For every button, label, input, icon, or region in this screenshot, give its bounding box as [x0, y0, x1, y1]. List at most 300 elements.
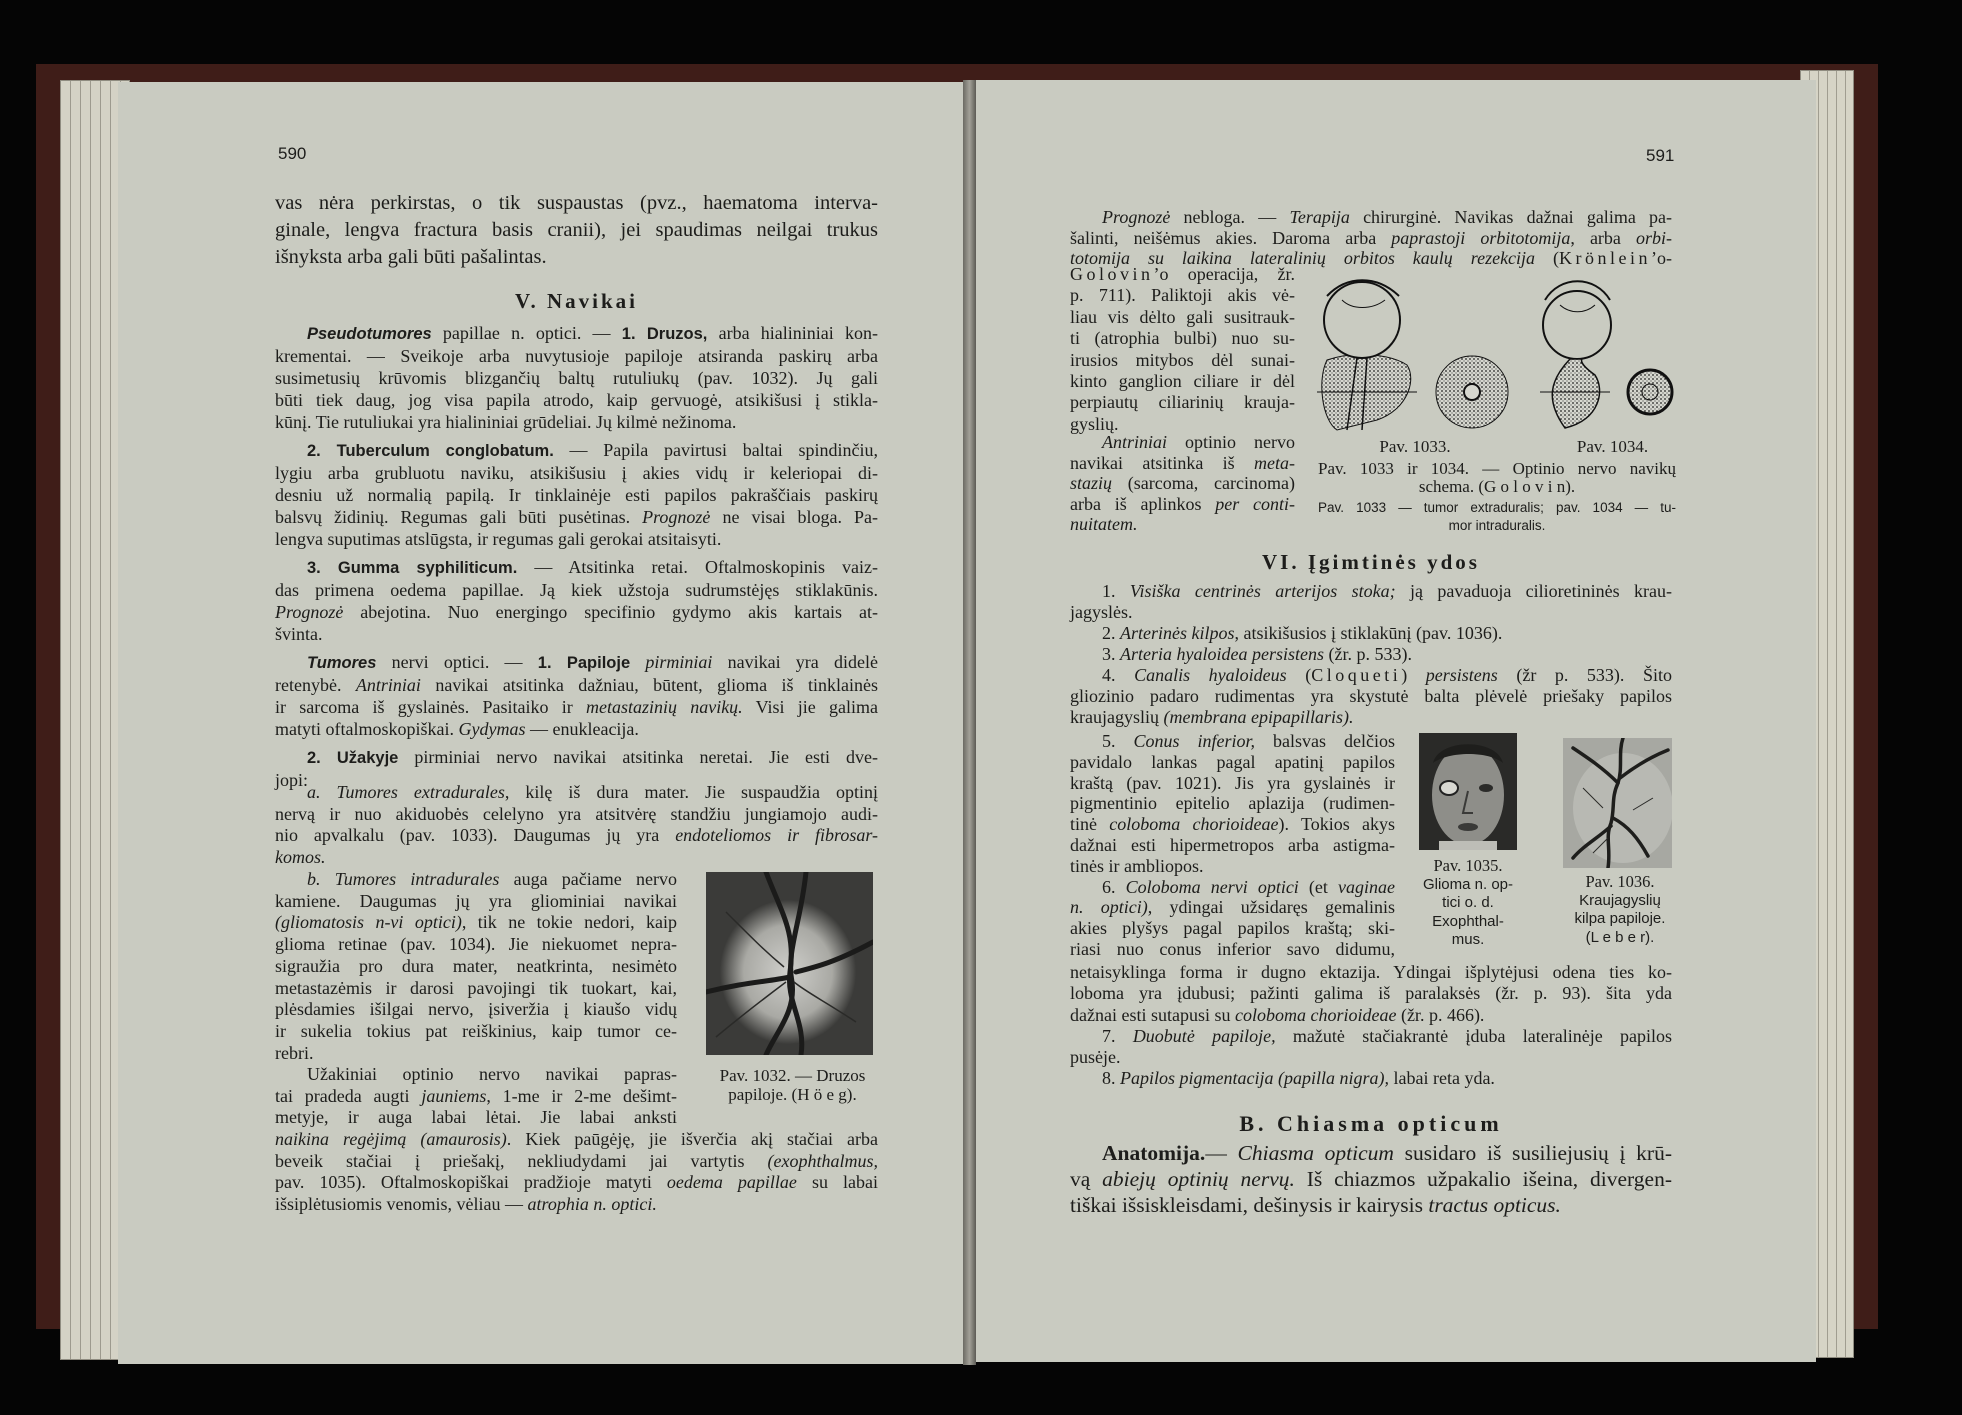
- text-run: pirminiai: [645, 652, 713, 672]
- text-run: per conti-: [1215, 493, 1295, 514]
- paragraph-uzakiniai: [275, 1064, 677, 1129]
- text-run: ): [1401, 665, 1426, 685]
- text-run: Chiasma opticum: [1237, 1141, 1394, 1165]
- paragraph: [1070, 207, 1672, 269]
- caption-line: Pav. 1036.: [1585, 872, 1655, 891]
- text-run: Anatomija.: [1102, 1141, 1206, 1165]
- text-run: kraštą (pav. 1021). Jis yra gyslainės ir: [1070, 772, 1395, 793]
- caption-line: Kraujagyslių: [1579, 891, 1661, 909]
- text-run: , atsikišusios į stiklakūnį (pav. 1036).: [1234, 623, 1503, 643]
- text-run: Arteria hyaloidea persistens: [1120, 644, 1324, 664]
- paragraph-antriniai: [1070, 432, 1295, 535]
- text-run: nervą ir nuo akiduobės celelyno yra atsitvėrę standžiu jungiamojo audi-: [275, 803, 878, 824]
- text-run: ). Tokios akys: [1278, 814, 1395, 835]
- text-line: [275, 1021, 677, 1043]
- text-line: [1070, 1005, 1672, 1026]
- paragraph-uzakiniai-cont: [275, 1129, 878, 1216]
- text-run: . Kiek paūgėję, jie išverčia akį stačiai arba: [506, 1129, 878, 1149]
- text-line: [275, 651, 878, 674]
- figure-1032-caption: [700, 1067, 885, 1104]
- text-run: chirurginė. Navikas dažnai galima pa-: [1349, 207, 1673, 227]
- text-line: [275, 674, 878, 696]
- text-run: navikai atsitinka iš: [1070, 452, 1255, 473]
- text-line: [275, 528, 878, 550]
- text-line: [275, 462, 878, 484]
- caption-line: Pav. 1033 — tumor extraduralis; pav. 1034 — tu-: [1318, 500, 1676, 515]
- text-run: (sarcoma, carcinoma): [1112, 473, 1295, 493]
- text-line: [275, 556, 878, 579]
- text-run: Tumores: [307, 654, 377, 672]
- text-run: išsiplėtusiomis venomis, vėliau —: [275, 1194, 528, 1215]
- figure-1034-eye-diagram: [1540, 270, 1675, 432]
- paragraph: [275, 1064, 677, 1129]
- text-run: (žr p. 533). Šito: [1497, 665, 1673, 685]
- caption-line: (L e b e r).: [1585, 928, 1655, 946]
- text-line: [1070, 228, 1672, 249]
- list-items-1-4: [1070, 581, 1672, 728]
- text-run: tai pradeda augti: [275, 1085, 422, 1106]
- text-run: ją pavaduoja cilioretininės krau-: [1395, 581, 1673, 601]
- text-run: Canalis hyaloideus: [1134, 665, 1287, 685]
- text-run: ’o-: [1651, 248, 1672, 268]
- section-heading-igimtines-ydos: VI. Įgimtinės ydos: [1262, 550, 1480, 574]
- caption-line: Exophthal-: [1432, 912, 1504, 930]
- text-run: (membrana epipapillaris).: [1163, 707, 1354, 727]
- text-run: liau vis dėlto gali susitrauk-: [1070, 306, 1295, 327]
- text-line: [275, 579, 878, 601]
- text-run: Gydymas: [458, 719, 526, 739]
- text-run: abejotina. Nuo energingo specifinio gydymo akis kartais at-: [343, 602, 878, 622]
- text-run: 6.: [1102, 876, 1126, 897]
- text-run: — Atsitinka retai. Oftalmoskopinis vaiz-: [517, 557, 878, 577]
- paragraph: [1070, 264, 1295, 435]
- text-line: [275, 322, 878, 345]
- paragraph: [275, 782, 878, 869]
- text-run: tinė: [1070, 814, 1110, 835]
- figure-1033-label: Pav. 1033.: [1379, 437, 1451, 456]
- text-line: [1070, 623, 1672, 644]
- text-run: jauniems: [421, 1085, 487, 1106]
- text-run: 1.: [1102, 581, 1130, 601]
- caption-line: Glioma n. op-: [1422, 875, 1514, 893]
- text-run: metastazėmis ir darosi pavojingi tik tuokart, kai,: [275, 977, 677, 998]
- text-run: Prognozė: [642, 507, 711, 527]
- text-line: [275, 956, 677, 978]
- text-run: , arba: [1570, 227, 1636, 248]
- text-line: [1070, 285, 1295, 306]
- page-number: 590: [278, 144, 307, 163]
- text-run: Cloqueti: [1311, 665, 1402, 685]
- paragraph: [1070, 581, 1672, 623]
- text-run: b. Tumores intradurales: [307, 869, 500, 889]
- text-run: navikai yra didelė: [712, 652, 878, 672]
- text-run: (žr. p. 466).: [1396, 1004, 1485, 1025]
- text-run: , 1-me ir 2-me dešimt-: [486, 1085, 677, 1106]
- text-line: [275, 1043, 677, 1065]
- page-number: 591: [1646, 146, 1675, 165]
- paragraph: [275, 322, 878, 433]
- text-run: Terapija: [1289, 207, 1350, 227]
- text-line: [275, 1107, 677, 1129]
- text-line: [275, 439, 878, 462]
- text-run: ir sukelia tokius pat reiškinius, kaip tumor ce-: [275, 1020, 677, 1041]
- text-line: [1070, 793, 1395, 814]
- text-line: [275, 411, 878, 433]
- text-line: [275, 244, 878, 271]
- caption-line: papiloje. (H ö e g).: [728, 1084, 857, 1104]
- text-run: glioma retinae (pav. 1034). Jie niekuomet nepra-: [275, 934, 677, 955]
- text-run: coloboma chorioideae: [1234, 1004, 1397, 1025]
- text-run: nervi optici. —: [376, 652, 538, 672]
- text-run: ne visai bloga. Pa-: [710, 507, 878, 527]
- text-line: [275, 1086, 677, 1108]
- paragraph: [1070, 665, 1672, 728]
- text-line: [1070, 962, 1672, 983]
- paragraph: [1070, 432, 1295, 535]
- text-run: susidaro iš susiliejusių į krū-: [1393, 1141, 1672, 1165]
- text-run: Prognozė: [275, 602, 344, 622]
- text-run: pusėje.: [1070, 1047, 1121, 1068]
- caption-line: mus.: [1451, 931, 1485, 948]
- text-line: [1070, 835, 1395, 856]
- text-run: kūnį. Tie rutuliukai yra hialininiai grūdeliai. Jų kilmė nežinoma.: [275, 412, 737, 432]
- text-run: lengva suputimas atslūgsta, ir regumas gali gerokai atsitaisyti.: [275, 529, 722, 549]
- text-line: [1070, 918, 1395, 939]
- text-run: —: [1205, 1141, 1238, 1165]
- text-run: dažnai esti hipermetropos arba astigma-: [1070, 834, 1395, 855]
- paragraph-extradurales: [275, 782, 878, 869]
- text-run: nebloga. —: [1170, 207, 1290, 227]
- text-line: [1070, 514, 1295, 535]
- text-line: [1070, 939, 1395, 960]
- paragraph: [275, 1129, 878, 1216]
- text-run: ir sarcoma iš gyslainės. Pasitaiko ir: [275, 697, 586, 717]
- text-run: meta-: [1254, 452, 1295, 473]
- caption-line: tici o. d.: [1442, 894, 1494, 911]
- text-run: šalinti, neišėmus akies. Daroma arba: [1070, 227, 1392, 248]
- text-run: papillae n. optici. —: [431, 323, 622, 343]
- text-line: [1070, 686, 1672, 707]
- paragraph: [275, 556, 878, 645]
- text-run: Visiška centrinės arterijos stoka;: [1129, 581, 1396, 601]
- text-run: perpiautų ciliarinių krauja-: [1070, 392, 1295, 413]
- text-line: [1070, 328, 1295, 349]
- text-run: 3.: [1102, 644, 1120, 664]
- text-run: kamiene. Daugumas jų yra gliominiai navikai: [275, 890, 677, 911]
- text-run: orbi-: [1636, 227, 1672, 248]
- text-run: metastazinių navikų.: [585, 697, 743, 717]
- text-run: 3. Gumma syphiliticum.: [307, 559, 518, 577]
- text-line: [1070, 371, 1295, 392]
- text-run: metyje, ir auga labai lėtai. Jie labai anksti: [275, 1107, 677, 1128]
- text-run: , kilę iš dura mater. Jie suspaudžia optinį: [504, 782, 878, 802]
- text-run: desniu už normalią papilą. Ir tinklainėje esti papilos pakraščiais paskirų: [275, 485, 878, 505]
- text-run: das primena oedema papillae. Ją kiek užstoja sudrumstėjęs stiklakūnis.: [275, 580, 878, 600]
- text-line: [275, 718, 878, 740]
- text-run: 2.: [1102, 623, 1120, 643]
- text-run: irusios mitybos dėl sunai-: [1070, 349, 1295, 370]
- text-run: tinės ir ambliopos.: [1070, 855, 1204, 876]
- text-line: [1070, 814, 1395, 835]
- text-line: [1070, 392, 1295, 413]
- text-run: susimetusių krūvomis blizgančių baltų rutuliukų (pav. 1032). Jų gali: [275, 368, 878, 388]
- text-line: [275, 891, 677, 913]
- text-line: [275, 1194, 878, 1216]
- caption-line: schema. (G o l o v i n).: [1418, 476, 1576, 496]
- text-line: [1070, 432, 1295, 453]
- text-run: labai reta yda.: [1388, 1068, 1495, 1089]
- paragraph: [1070, 623, 1672, 644]
- figure-1033-eye-diagram: [1317, 270, 1512, 432]
- text-line: [275, 484, 878, 506]
- text-run: Antriniai: [1102, 432, 1168, 452]
- list-items-6-8: [1070, 962, 1672, 1090]
- text-run: (et: [1298, 876, 1339, 897]
- text-run: coloboma chorioideae: [1109, 814, 1279, 835]
- text-line: [275, 804, 878, 826]
- text-run: pav. 1035). Oftalmoskopiškai pradžioje matyti: [275, 1172, 667, 1193]
- text-run: Arterinės kilpos: [1120, 623, 1235, 643]
- text-run: Visi jie galima: [742, 697, 879, 717]
- paragraph: [1070, 731, 1395, 877]
- text-run: 7.: [1102, 1025, 1133, 1046]
- text-run: 4.: [1102, 665, 1135, 685]
- text-run: nuitatem.: [1070, 514, 1138, 534]
- text-line: [1070, 665, 1672, 686]
- paragraph: [1070, 877, 1395, 960]
- text-run: matyti oftalmoskopiškai.: [275, 719, 459, 739]
- text-line: [275, 1172, 878, 1194]
- text-run: (: [1535, 248, 1560, 268]
- paragraphs-tumors: [275, 322, 878, 791]
- paragraph: [1070, 1026, 1672, 1069]
- text-run: (gliomatosis n-vi optici): [275, 912, 462, 933]
- text-run: loboma yra įdubusi; pažinti galima iš paralaksės (žr. p. 93). šita yda: [1070, 983, 1672, 1004]
- text-run: [630, 652, 645, 672]
- text-run: rebri.: [275, 1042, 314, 1063]
- text-run: gyslių.: [1070, 413, 1119, 434]
- text-line: [275, 506, 878, 528]
- text-line: [1070, 494, 1295, 515]
- text-run: Conus inferior,: [1133, 731, 1256, 751]
- text-line: [275, 367, 878, 389]
- text-line: [1070, 581, 1672, 602]
- text-line: [1070, 1140, 1672, 1166]
- text-run: tractus opticus.: [1428, 1193, 1561, 1217]
- paragraph-intro: [275, 190, 878, 271]
- text-line: [1070, 983, 1672, 1004]
- text-line: [1070, 1068, 1672, 1089]
- text-run: 8.: [1102, 1068, 1120, 1089]
- text-run: — Papila pavirtusi baltai spindinčiu,: [553, 440, 878, 460]
- text-run: a. Tumores extradurales: [307, 782, 505, 802]
- text-run: mažutė stačiakrantė įduba lateralinėje papilos: [1275, 1025, 1672, 1046]
- text-line: [275, 623, 878, 645]
- text-line: [1070, 264, 1295, 285]
- text-line: [275, 389, 878, 411]
- text-run: būti tiek daug, jog visa papila atrodo, kaip gervuogė, atsikišusi į stikla-: [275, 390, 878, 410]
- text-run: nio apvalkalu (pav. 1033). Daugumas jų yra: [275, 825, 676, 846]
- paragraph: [1070, 1068, 1672, 1089]
- text-line: [1070, 1166, 1672, 1192]
- text-run: Krönlein: [1559, 248, 1651, 268]
- text-run: akies plyšys pagal papilos kraštą; ski-: [1070, 918, 1395, 939]
- text-run: išnyksta arba gali būti pašalintas.: [275, 246, 547, 268]
- text-line: [275, 601, 878, 623]
- text-line: [275, 912, 677, 934]
- text-line: [275, 190, 878, 217]
- text-run: Užakiniai optinio nervo navikai papras-: [307, 1064, 677, 1084]
- text-run: dažnai esti sutapusi su: [1070, 1004, 1235, 1025]
- figure-1032-fundus-photo: [706, 872, 873, 1055]
- list-items-5-6: [1070, 731, 1395, 960]
- figure-1033-1034-caption: [1318, 460, 1676, 495]
- text-line: [1070, 453, 1295, 474]
- text-run: persistens: [1425, 665, 1498, 685]
- text-run: Golovin: [1070, 264, 1154, 284]
- text-run: p. 711). Paliktoji akis vė-: [1070, 285, 1295, 306]
- paragraph: [275, 190, 878, 271]
- text-run: vaginae: [1338, 876, 1395, 897]
- text-line: [275, 847, 878, 869]
- paragraph: [275, 439, 878, 550]
- text-run: riasi nuo conus inferior savo didumu,: [1070, 938, 1395, 959]
- text-run: retenybė.: [275, 675, 356, 695]
- text-run: , ydingai užsidaręs gemalinis: [1147, 897, 1395, 918]
- paragraph: [1070, 644, 1672, 665]
- text-run: sigraužia pro dura mater, neatkrinta, nesimėto: [275, 955, 677, 976]
- text-line: [1070, 752, 1395, 773]
- text-run: 2. Užakyje: [307, 749, 399, 767]
- text-line: [1070, 731, 1395, 752]
- text-run: lygiu arba grubluotu naviku, atsikišusiu į akies vidų ir keleriopai di-: [275, 463, 878, 483]
- text-line: [275, 696, 878, 718]
- text-run: (žr. p. 533).: [1323, 644, 1412, 664]
- text-line: [1070, 473, 1295, 494]
- text-run: optinio nervo: [1167, 432, 1295, 452]
- text-run: auga pačiame nervo: [499, 869, 677, 889]
- text-line: [275, 1151, 878, 1173]
- figure-1036-vessel-loop: [1563, 738, 1672, 868]
- text-run: naikina regėjimą (amaurosis): [275, 1129, 507, 1149]
- text-run: ginale, lengva fractura basis cranii), jei spaudimas neilgai trukus: [275, 219, 878, 241]
- text-line: [1070, 644, 1672, 665]
- paragraph-prognoze: [1070, 207, 1672, 269]
- text-run: abiejų optinių nervų.: [1102, 1167, 1295, 1191]
- text-line: [1070, 707, 1672, 728]
- text-run: jagyslės.: [1070, 602, 1133, 622]
- text-line: [275, 746, 878, 769]
- text-line: [275, 1064, 677, 1086]
- text-line: [275, 1129, 878, 1151]
- text-run: su labai: [796, 1172, 878, 1193]
- text-run: arba hialininiai kon-: [707, 323, 878, 343]
- text-run: švinta.: [275, 624, 323, 644]
- text-run: arba iš aplinkos: [1070, 493, 1216, 514]
- text-line: [1070, 1026, 1672, 1047]
- text-run: balsvas delčios: [1255, 731, 1395, 751]
- text-run: endoteliomos ir fibrosar-: [675, 825, 878, 846]
- text-line: [275, 999, 677, 1021]
- text-run: totomija su laikina lateralinių orbitos kaulų rezekcija: [1070, 248, 1536, 268]
- text-run: , tik ne tokie nedori, kaip: [461, 912, 677, 933]
- text-run: gliozinio padaro rudimentas yra skystutė balta plėvelė priešaky papilos: [1070, 686, 1672, 706]
- text-line: [275, 869, 677, 891]
- text-line: [1070, 877, 1395, 898]
- text-run: komos.: [275, 847, 326, 868]
- text-run: 2. Tuberculum conglobatum.: [307, 442, 554, 460]
- text-run: balsvų židinių. Regumas gali būti pusėtinas.: [275, 507, 643, 527]
- text-line: [1070, 207, 1672, 228]
- text-line: [275, 978, 677, 1000]
- text-run: ti (atrophia bulbi) nuo su-: [1070, 328, 1295, 349]
- text-run: tiškai išsiskleisdami, dešinysis ir kairysis: [1070, 1193, 1429, 1217]
- text-run: stazių: [1070, 473, 1113, 493]
- caption-line: mor intraduralis.: [1448, 518, 1546, 533]
- figure-1034-label: Pav. 1034.: [1576, 437, 1649, 456]
- text-run: 1. Druzos,: [621, 325, 708, 343]
- paragraph: [275, 651, 878, 740]
- text-line: [275, 217, 878, 244]
- caption-line: Pav. 1032. — Druzos: [719, 1066, 866, 1085]
- text-run: pirminiai nervo navikai atsitinka neretai. Jie esti dve-: [398, 747, 878, 767]
- text-run: netaisyklinga forma ir dugno ektazija. Ydingai išplytėjusi odena ties ko-: [1070, 962, 1672, 982]
- text-run: Papilos pigmentacija (papilla nigra),: [1120, 1068, 1389, 1089]
- text-run: krementai. — Sveikoje arba nuvytusioje papiloje atsiranda paskirų arba: [275, 346, 878, 366]
- section-heading-chiasma-opticum: B. Chiasma opticum: [1239, 1111, 1503, 1136]
- text-run: n. optici): [1070, 897, 1148, 918]
- paragraph: [1070, 962, 1672, 1026]
- text-line: [1070, 897, 1395, 918]
- figure-1033-1034-note: [1318, 499, 1676, 535]
- caption-line: Pav. 1033 ir 1034. — Optinio nervo navikų: [1318, 459, 1676, 478]
- text-run: oedema papillae: [666, 1172, 797, 1193]
- text-line: [1070, 1047, 1672, 1068]
- caption-line: Pav. 1035.: [1433, 856, 1503, 875]
- text-run: paprastoji orbitotomija: [1391, 227, 1571, 248]
- caption-line: kilpa papiloje.: [1574, 910, 1666, 927]
- text-line: [1070, 856, 1395, 877]
- text-run: vą: [1070, 1167, 1103, 1191]
- text-run: jopi:: [275, 770, 309, 790]
- text-run: Iš chiazmos užpakalio išeina, divergen-: [1294, 1167, 1672, 1191]
- text-run: vas nėra perkirstas, o tik suspaustas (pvz., haematoma interva-: [275, 192, 878, 214]
- figure-1035-caption: [1405, 857, 1531, 950]
- text-run: — enukleacija.: [525, 719, 639, 739]
- text-line: [275, 934, 677, 956]
- paragraph-prognoze-cont: [1070, 264, 1295, 435]
- paragraph-anatomija: [1070, 1140, 1672, 1218]
- text-run: pigmentinio epitelio aplazija (rudimen-: [1070, 793, 1395, 814]
- text-run: pavidalo lankas pagal apatinį papilos: [1070, 751, 1395, 772]
- text-line: [1070, 773, 1395, 794]
- text-run: (exophthalmus,: [767, 1150, 878, 1171]
- text-run: Prognozė: [1102, 207, 1171, 227]
- text-run: kinto ganglion ciliare ir dėl: [1070, 371, 1295, 392]
- paragraph: [1070, 1140, 1672, 1218]
- text-line: [1070, 307, 1295, 328]
- text-line: [275, 825, 878, 847]
- text-run: 5.: [1102, 731, 1134, 751]
- text-run: Pseudotumores: [307, 325, 432, 343]
- text-line: [275, 345, 878, 367]
- text-run: 1. Papiloje: [537, 654, 631, 672]
- paragraph-intradurales: [275, 869, 677, 1064]
- section-heading-navikai: V. Navikai: [515, 289, 638, 313]
- text-line: [1070, 350, 1295, 371]
- text-line: [1070, 1192, 1672, 1218]
- paragraph: [275, 869, 677, 1064]
